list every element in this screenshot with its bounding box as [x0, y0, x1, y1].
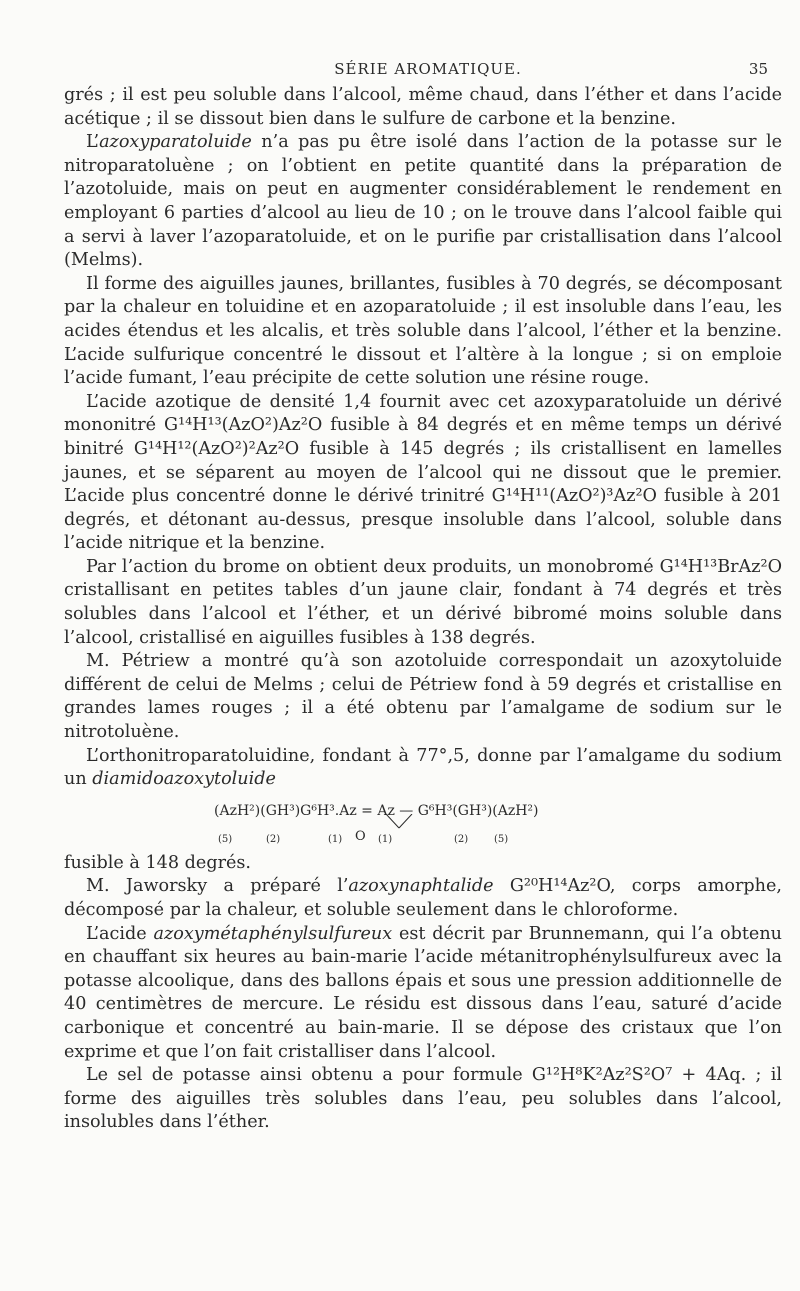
- paragraph-p2: [64, 131, 782, 273]
- text-run: Le sel de potasse ainsi obtenu a pour formule G¹²H⁸K²Az²S²O⁷ + 4Aq. ; il forme des aiguilles très solubles dans l’eau, peu solubles dans l’alcool, insolubles dans l’éther.: [64, 1065, 782, 1133]
- text-run: n’a pas pu être isolé dans l’action de la potasse sur le nitroparatoluène ; on l’obtient en petite quantité dans la préparation de l’azotoluide, mais on peut en augmenter considérablement le rendement en employant 6 parties d’alcool au lieu de 10 ; on le trouve dans l’alcool faible qui a servi à laver l’azoparatoluide, et on le purifie par cristallisation dans l’alcool (Melms).: [64, 132, 782, 271]
- paragraph-p11: [64, 1064, 782, 1135]
- text-run: L’acide: [86, 923, 154, 944]
- italic-term: azoxymétaphénylsulfureux: [153, 923, 393, 944]
- paragraph-p3: [64, 273, 782, 391]
- header-title: SÉRIE AROMATIQUE.: [334, 60, 522, 78]
- text-run: L’orthonitroparatoluidine, fondant à 77°,5, donne par l’amalgame du sodium un: [64, 745, 782, 790]
- italic-term: azoxynaphtalide: [348, 876, 494, 897]
- text-run: grés ; il est peu soluble dans l’alcool, même chaud, dans l’éther et dans l’acide acétique ; il se dissout bien dans le sulfure de carbone et la benzine.: [64, 85, 782, 129]
- text-block-1: [64, 84, 782, 792]
- formula-line: (AzH²)(GH³)G⁶H³.Az = Az — G⁶H³(GH³)(AzH²): [214, 802, 539, 819]
- formula-num: (1): [328, 833, 343, 845]
- paragraph-p7: [64, 745, 782, 792]
- paragraph-p8: [64, 852, 782, 876]
- text-run: fusible à 148 degrés.: [64, 852, 252, 873]
- text-run: est décrit par Brunnemann, qui l’a obtenu en chauffant six heures au bain-marie l’acide métanitrophénylsulfureux avec la potasse alcoolique, dans des ballons épais et sous une pression additionnelle de 40 centimètres de mercure. Le résidu est dissous dans l’eau, saturé d’acide carbonique et concentré au bain-marie. Il se dépose des cristaux que l’on exprime et que l’on fait cristalliser dans l’alcool.: [64, 923, 782, 1062]
- paragraph-p4: [64, 391, 782, 556]
- formula-num: (5): [494, 833, 509, 845]
- formula-num: (2): [454, 833, 469, 845]
- formula-num: (1): [378, 833, 393, 845]
- text-run: L’: [86, 132, 100, 153]
- paragraph-p10: [64, 923, 782, 1065]
- italic-term: diamidoazoxytoluide: [92, 769, 276, 790]
- formula-num: (5): [218, 833, 233, 845]
- running-header: [88, 60, 768, 82]
- text-run: G²⁰H¹⁴Az²O, corps amorphe, décomposé par la chaleur, et soluble seulement dans le chloroforme.: [64, 876, 782, 920]
- formula-num: (2): [266, 833, 281, 845]
- text-run: Par l’action du brome on obtient deux produits, un monobromé G¹⁴H¹³BrAz²O cristallisant en petites tables d’un jaune clair, fondant à 74 degrés et très solubles dans l’alcool et l’éther, et un dérivé bibromé moins soluble dans l’alcool, cristallisé en aiguilles fusibles à 138 degrés.: [64, 556, 782, 648]
- paragraph-p6: [64, 650, 782, 744]
- text-run: Il forme des aiguilles jaunes, brillantes, fusibles à 70 degrés, se décomposant par la chaleur en toluidine et en azoparatoluide ; il est insoluble dans l’eau, les acides étendus et les alcalis, et très soluble dans l’alcool, l’éther et la benzine. L’acide sulfurique concentré le dissout et l’altère à la longue ; si on emploie l’acide fumant, l’eau précipite de cette solution une résine rouge.: [64, 273, 782, 389]
- formula-oxygen: O: [355, 828, 366, 844]
- italic-term: azoxyparatoluide: [99, 132, 252, 153]
- paragraph-p1: [64, 84, 782, 131]
- text-body: [64, 84, 782, 1135]
- text-run: L’acide azotique de densité 1,4 fournit avec cet azoxyparatoluide un dérivé mononitré G¹⁴H¹³(AzO²)Az²O fusible à 84 degrés et en même temps un dérivé binitré G¹⁴H¹²(AzO²)²Az²O fusible à 145 degrés ; ils cristallisent en lamelles jaunes, et se séparent au moyen de l’alcool qui ne dissout que le premier. L’acide plus concentré donne le dérivé trinitré G¹⁴H¹¹(AzO²)³Az²O fusible à 201 degrés, et détonant au-dessus, presque insoluble dans l’alcool, soluble dans l’acide nitrique et la benzine.: [64, 391, 782, 554]
- text-block-2: [64, 852, 782, 1135]
- text-run: M. Jaworsky a préparé l’: [86, 876, 349, 897]
- page-number: 35: [748, 60, 768, 78]
- structural-formula: [64, 798, 782, 848]
- paragraph-p9: [64, 875, 782, 922]
- paragraph-p5: [64, 556, 782, 650]
- text-run: M. Pétriew a montré qu’à son azotoluide correspondait un azoxytoluide différent de celui de Melms ; celui de Pétriew fond à 59 degrés et cristallise en grandes lames rouges ; il a été obtenu par l’amalgame de sodium sur le nitrotoluène.: [64, 651, 782, 743]
